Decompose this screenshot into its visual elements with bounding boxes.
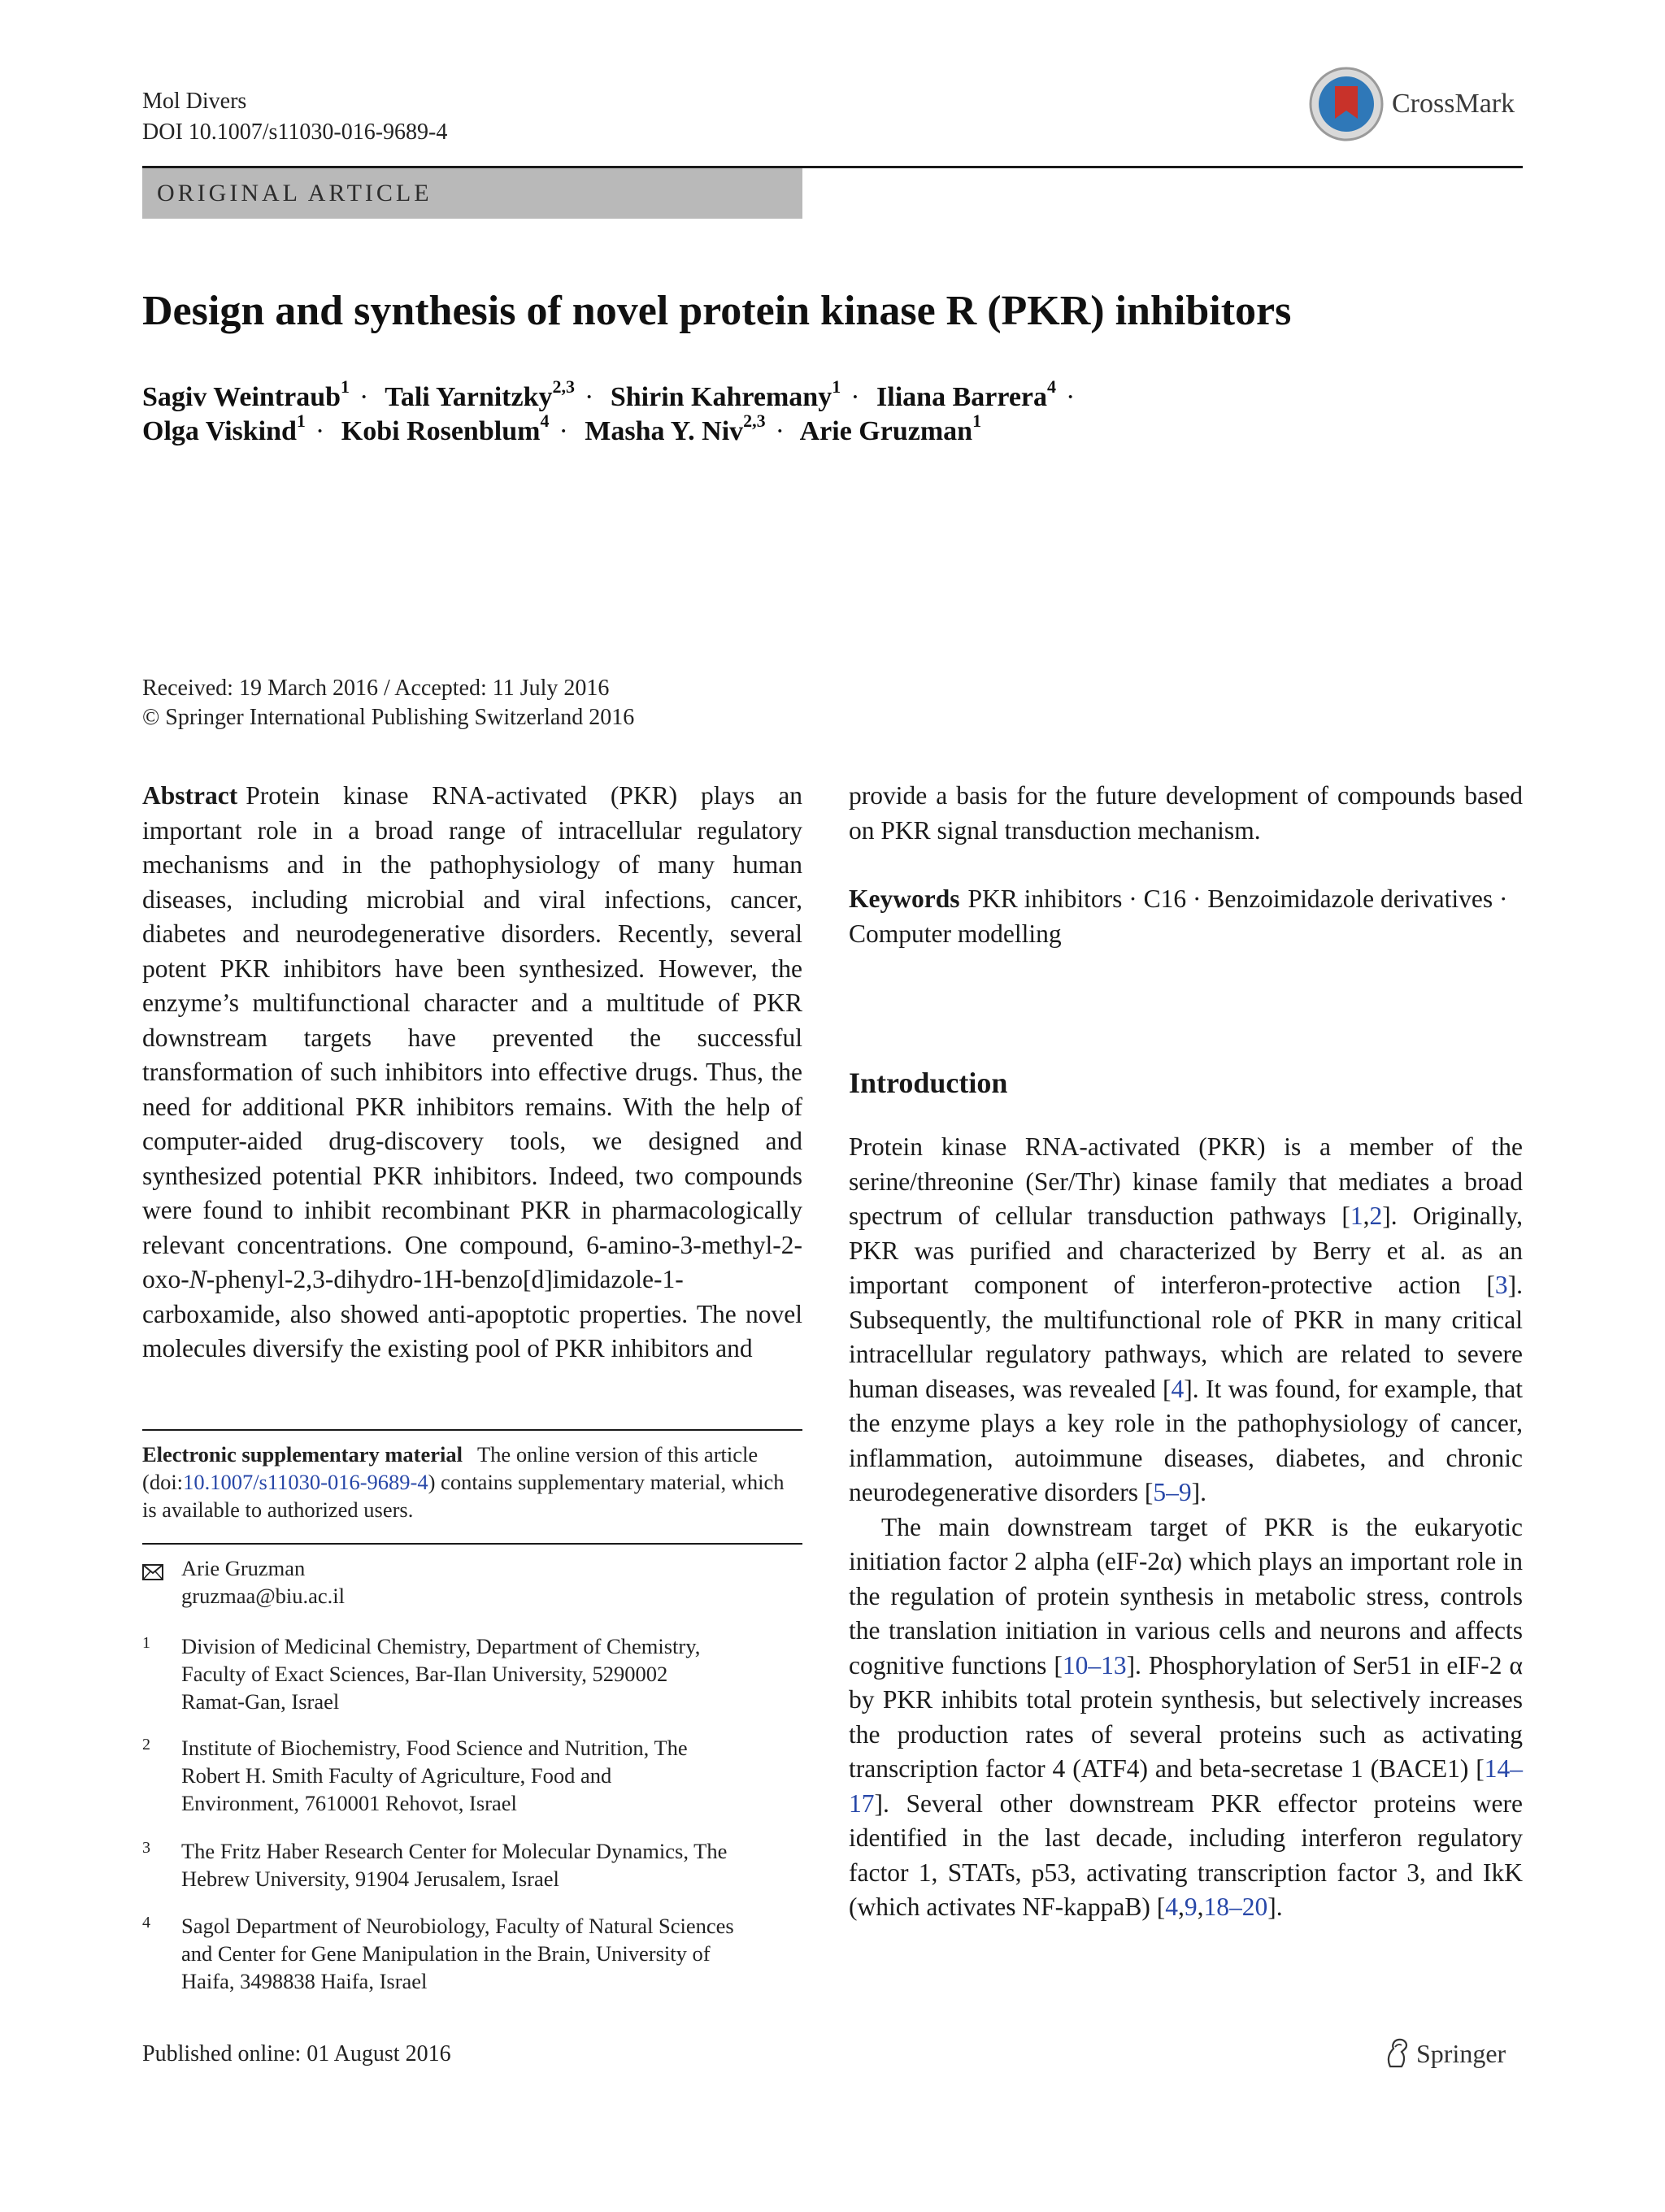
affiliation-text: The Fritz Haber Research Center for Molecular Dynamics, The Hebrew University, 91904 Jerusalem, Israel [181,1839,728,1891]
received-accepted: Received: 19 March 2016 / Accepted: 11 July 2016 [142,676,610,701]
author: Masha Y. Niv [585,416,744,446]
citation-link[interactable]: 2 [1369,1202,1383,1230]
affiliation-4 [142,1912,802,1995]
affiliation-text: Institute of Biochemistry, Food Science and Nutrition, The Robert H. Smith Faculty of Agriculture, Food and Environment, 7610001 Rehovot, Israel [181,1736,688,1815]
intro-text: ]. [1267,1893,1283,1921]
esm-doi-link[interactable]: 10.1007/s11030-016-9689-4 [183,1470,428,1494]
abstract-italic-n: N [189,1265,206,1293]
intro-text: , [1197,1893,1204,1921]
abstract-paragraph [142,779,802,1367]
author-separator: · [559,416,568,446]
author-separator: · [585,382,594,412]
abstract-text: Protein kinase RNA-activated (PKR) plays an important role in a broad range of intracellular regulatory mechanisms and in the pathophysiology of many human diseases, including microbial and viral infections, cancer, diabetes and neurodegenerative disorders. Recently, several potent PKR inhibitors have been synthesized. However, the enzyme’s multifunctional character and a multitude of PKR downstream targets have prevented the successful transformation of such inhibitors into effective drugs. Thus, the need for additional PKR inhibitors remains. With the help of computer-aided drug-discovery tools, we designed and synthesized potential PKR inhibitors. Indeed, two compounds were found to inhibit recombinant PKR in pharmacologically relevant concentrations. One compound, 6-amino-3-methyl-2-oxo- [142,781,802,1293]
intro-text: ]. Originally, PKR was purified and characterized by Berry et al. as an important component of interferon-protective action [ [849,1202,1523,1299]
author-separator: · [315,416,325,446]
contact-email[interactable]: gruzmaa@biu.ac.il [181,1584,345,1608]
publication-dates [142,674,634,732]
intro-text: ]. It was found, for example, that the enzyme plays a key role in the pathophysiology of cancer, inflammation, autoimmune diseases, diabetes, and chronic neurodegenerative disorders [ [849,1374,1523,1506]
corresponding-author [142,1554,345,1610]
right-column [849,779,1523,1925]
author: Tali Yarnitzky [385,382,553,412]
intro-text: Protein kinase RNA-activated (PKR) is a member of the serine/threonine (Ser/Thr) kinase family that mediates a broad spectrum of cellular transduction pathways [ [849,1132,1523,1230]
springer-label: Springer [1416,2038,1506,2068]
article-type-band: ORIGINAL ARTICLE [142,168,802,219]
citation-link[interactable]: 14–17 [849,1754,1523,1818]
esm-label: Electronic supplementary material [142,1442,463,1467]
affiliation-1 [142,1632,802,1715]
author: Arie Gruzman [799,416,973,446]
affiliation-2 [142,1734,802,1817]
author-affiliation: 4 [1047,376,1057,397]
author-affiliation: 1 [341,376,350,397]
contact-name: Arie Gruzman [181,1556,306,1580]
citation-link[interactable]: 1 [1350,1202,1363,1230]
author: Sagiv Weintraub [142,382,341,412]
author-separator: · [359,382,369,412]
springer-logo [1382,2037,1506,2070]
author-affiliation: 2,3 [743,410,766,431]
abstract-label: Abstract [142,781,238,810]
author-list [142,376,1085,449]
esm-text-cont: ) contains supplementary material, which is available to authorized users. [142,1470,785,1522]
crossmark-label: CrossMark [1392,89,1515,119]
intro-text: The main downstream target of PKR is the eukaryotic initiation factor 2 alpha (eIF-2α) which plays an important role in the regulation of protein synthesis in metabolic stress, controls the translation initiation in various cells and neurons and affects cognitive functions [ [849,1512,1523,1680]
intro-text: ]. [1191,1478,1206,1506]
intro-text: , [1178,1893,1185,1921]
introduction-heading: Introduction [849,1067,1008,1099]
intro-text: ]. Phosphorylation of Ser51 in eIF-2 α by PKR inhibits total protein synthesis, but selectively increases the production rates of several proteins such as activating transcription factor 4 (ATF4) and beta-secretase 1 (BACE1) [ [849,1650,1523,1783]
author-separator: · [775,416,785,446]
affiliation-number: 1 [142,1634,150,1652]
author-separator: · [1066,382,1076,412]
author-affiliation: 2,3 [552,376,576,397]
esm-rule-bottom [142,1543,802,1545]
doi-line: DOI 10.1007/s11030-016-9689-4 [142,120,448,145]
author-affiliation: 1 [832,376,841,397]
affiliation-number: 4 [142,1914,150,1932]
esm-text: The online version of this article (doi: [142,1442,759,1494]
author-affiliation: 1 [296,410,306,431]
author-row-2 [142,410,1085,449]
author: Olga Viskind [142,416,297,446]
author: Shirin Kahremany [610,382,832,412]
author-row-1 [142,376,1085,415]
abstract-text-cont: -phenyl-2,3-dihydro-1H-benzo[d]imidazole-1-carboxamide, also showed anti-apoptotic properties. The novel molecules diversify the existing pool of PKR inhibitors and [142,1265,802,1362]
citation-link[interactable]: 9 [1184,1893,1198,1921]
author-affiliation: 1 [972,410,982,431]
citation-link[interactable]: 10–13 [1062,1650,1127,1680]
crossmark-badge[interactable] [1307,65,1515,143]
abstract-continued: provide a basis for the future development of compounds based on PKR signal transduction mechanism. [849,781,1523,845]
affiliation-text: Sagol Department of Neurobiology, Faculty of Natural Sciences and Center for Gene Manipulation in the Brain, University of Haifa, 3498838 Haifa, Israel [181,1914,734,1993]
journal-info [142,86,447,148]
intro-paragraph-2 [849,1510,1523,1925]
affiliation-number: 2 [142,1736,150,1754]
affiliation-text: Division of Medicinal Chemistry, Department of Chemistry, Faculty of Exact Sciences, Bar-Ilan University, 5290002 Ramat-Gan, Israel [181,1634,701,1714]
envelope-icon [142,1554,181,1610]
springer-horse-icon [1382,2037,1411,2070]
keywords-text: PKR inhibitors · C16 · Benzoimidazole derivatives · Computer modelling [849,884,1508,948]
keywords-label: Keywords [849,884,960,913]
citation-link[interactable]: 18–20 [1203,1893,1268,1921]
intro-text: , [1363,1202,1370,1230]
abstract-column [142,779,802,1367]
author: Kobi Rosenblum [341,416,541,446]
paper-title: Design and synthesis of novel protein kinase R (PKR) inhibitors [142,288,1292,334]
intro-text: ]. Several other downstream PKR effector proteins were identified in the last decade, including interferon regulatory factor 1, STATs, p53, activating transcription factor 3, and IkK (which activates NF-kappaB) [ [849,1788,1523,1921]
author-affiliation: 4 [540,410,550,431]
journal-name: Mol Divers [142,89,247,114]
intro-text: ]. Subsequently, the multifunctional role of PKR in many critical intracellular regulatory pathways, which are related to severe human diseases, was revealed [ [849,1271,1523,1403]
author: Iliana Barrera [876,382,1048,412]
esm-rule-top [142,1429,802,1431]
affiliation-3 [142,1837,802,1893]
supplementary-note [142,1441,802,1523]
crossmark-icon [1307,65,1385,143]
citation-link[interactable]: 4 [1171,1374,1185,1403]
keywords-paragraph [849,882,1523,951]
copyright-line: © Springer International Publishing Switzerland 2016 [142,705,635,730]
author-separator: · [850,382,860,412]
published-online: Published online: 01 August 2016 [142,2041,451,2066]
affiliation-number: 3 [142,1839,150,1857]
citation-link[interactable]: 4 [1165,1893,1178,1921]
citation-link[interactable]: 3 [1494,1271,1508,1299]
citation-link[interactable]: 5–9 [1153,1478,1192,1506]
intro-paragraph-1 [849,1130,1523,1510]
